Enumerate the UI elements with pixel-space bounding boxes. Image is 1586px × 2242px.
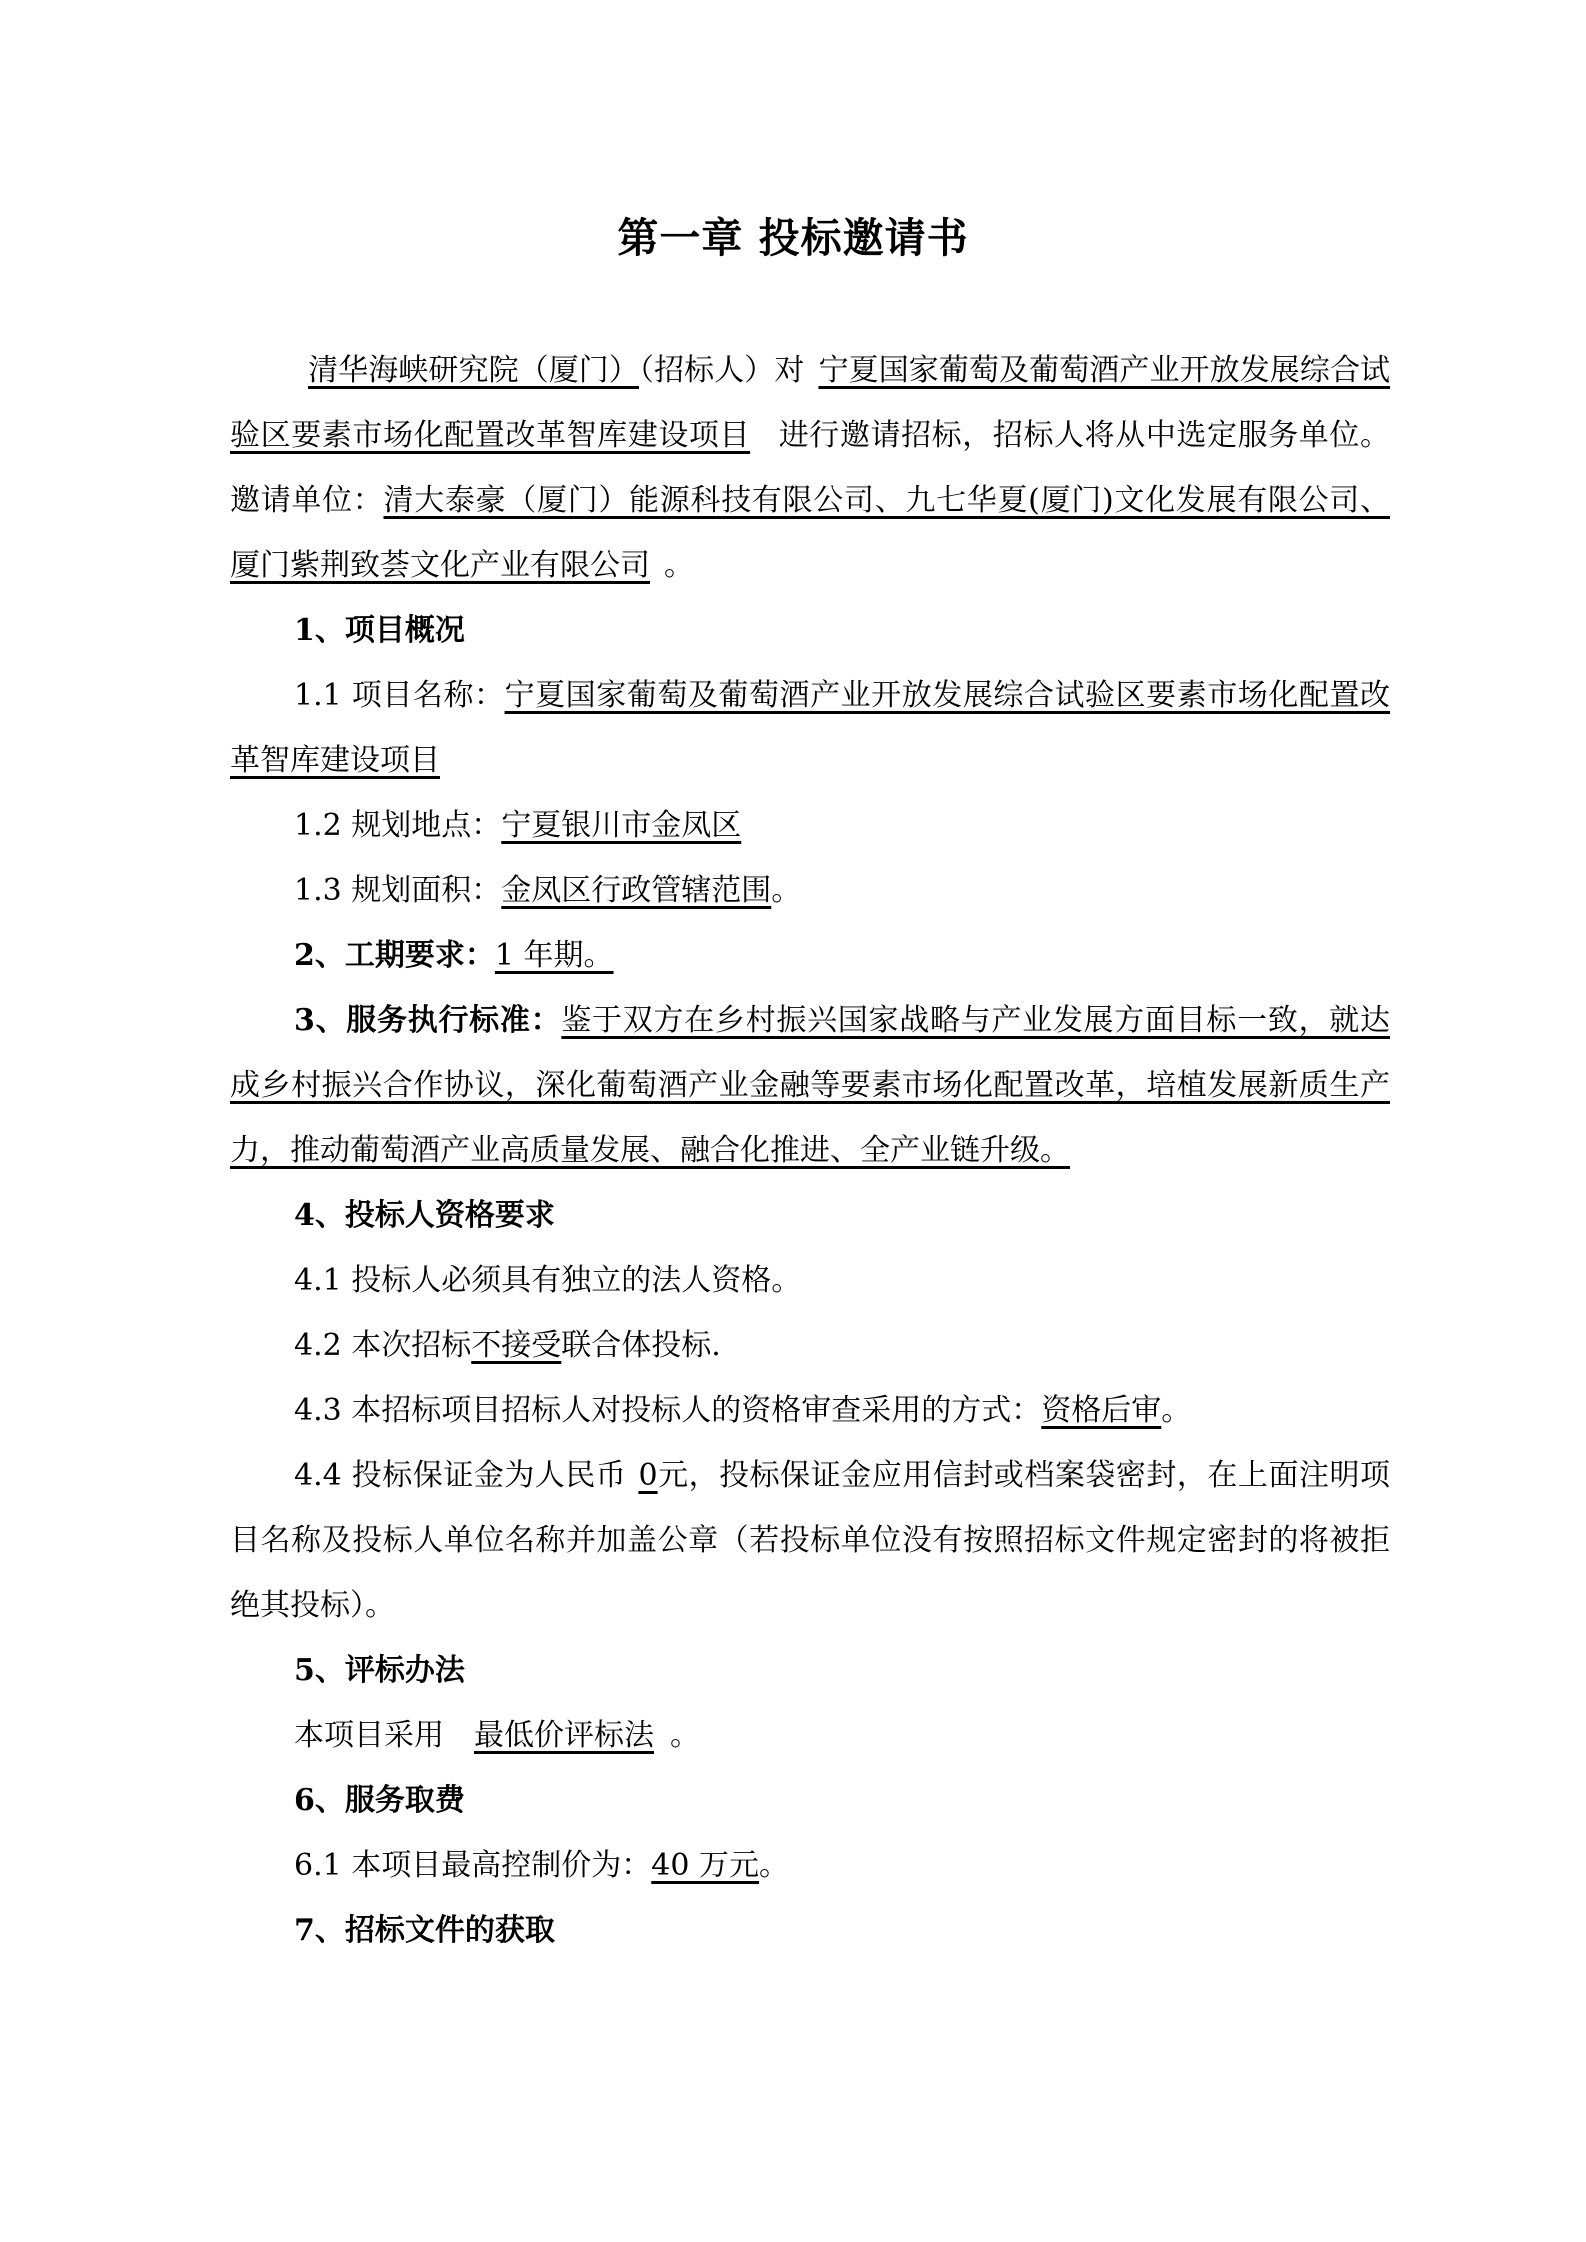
evaluation-method: 本项目采用 最低价评标法 。: [294, 1718, 700, 1753]
max-price-item: 6.1 本项目最高控制价为：40 万元。: [294, 1848, 789, 1883]
qualification-4-2: 4.2 本次招标不接受联合体投标.: [294, 1328, 721, 1363]
section-2-duration: 2、工期要求：1 年期。: [294, 938, 614, 973]
qualification-4-3: 4.3 本招标项目招标人对投标人的资格审查采用的方式：资格后审。: [294, 1393, 1192, 1428]
tenderer-name: 清华海峡研究院（厦门）: [308, 353, 639, 388]
project-name: 宁夏国家葡萄及葡萄酒产业开放发展综合试验区要素市场化配置改革智库建设项目: [230, 353, 1391, 453]
section-1-heading: 1、项目概况: [294, 613, 465, 648]
qualification-4-1: 4.1 投标人必须具有独立的法人资格。: [294, 1263, 802, 1298]
section-5-heading: 5、评标办法: [294, 1653, 465, 1688]
invited-units: 清大泰豪（厦门）能源科技有限公司、九七华夏(厦门)文化发展有限公司、厦门紫荆致荟文化产业有限公司: [230, 483, 1390, 583]
section-4-heading: 4、投标人资格要求: [294, 1198, 555, 1233]
project-location-item: 1.2 规划地点：宁夏银川市金凤区: [294, 808, 742, 843]
section-3-standard: 3、服务执行标准：鉴于双方在乡村振兴国家战略与产业发展方面目标一致，就达成乡村振兴合作协议，深化葡萄酒产业金融等要素市场化配置改革，培植发展新质生产力，推动葡萄酒产业高质量发展、融合化推进、全产业链升级。: [230, 1003, 1391, 1168]
intro-paragraph: 清华海峡研究院（厦门）（招标人）对 宁夏国家葡萄及葡萄酒产业开放发展综合试验区要素市场化配置改革智库建设项目 进行邀请招标，招标人将从中选定服务单位。邀请单位：清大泰豪（厦门）能源科技有限公司、九七华夏(厦门)文化发展有限公司、厦门紫荆致荟文化产业有限公司 。: [230, 353, 1391, 583]
section-6-heading: 6、服务取费: [294, 1783, 465, 1818]
section-7-heading: 7、招标文件的获取: [294, 1913, 555, 1948]
project-area-item: 1.3 规划面积：金凤区行政管辖范围。: [294, 873, 802, 908]
qualification-4-4: 4.4 投标保证金为人民币 0元，投标保证金应用信封或档案袋密封，在上面注明项目名称及投标人单位名称并加盖公章（若投标单位没有按照招标文件规定密封的将被拒绝其投标）。: [230, 1458, 1391, 1623]
project-name-item: 1.1 项目名称：宁夏国家葡萄及葡萄酒产业开放发展综合试验区要素市场化配置改革智库建设项目: [230, 678, 1391, 778]
document-body: [230, 338, 1390, 1963]
page-title: 第一章 投标邀请书: [617, 214, 969, 262]
